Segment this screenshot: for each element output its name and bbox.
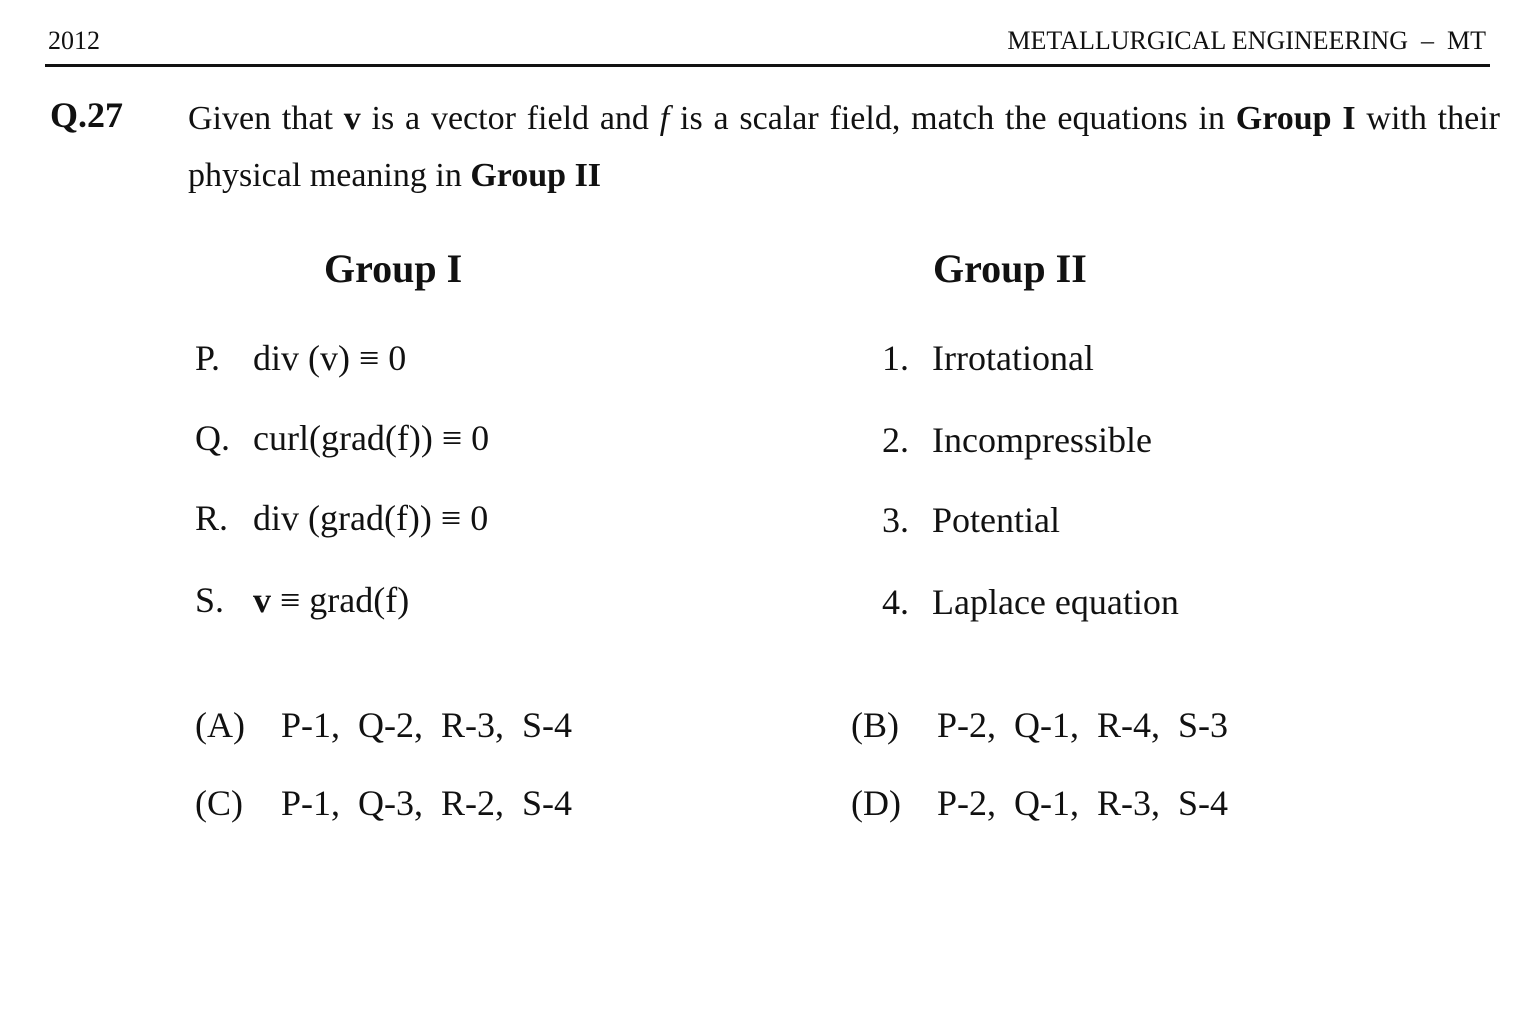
group1-item-expr: ≡ grad(f) <box>271 580 410 620</box>
group1-item-p <box>195 337 406 379</box>
group1-item-r <box>195 497 488 539</box>
group1-item-label: R. <box>195 498 229 538</box>
group2-item-2 <box>882 419 1152 461</box>
question-number: Q.27 <box>50 95 124 135</box>
stem-vector-symbol: v <box>343 100 361 137</box>
stem-scalar-symbol: f <box>659 100 670 137</box>
option-label: (D) <box>851 783 901 823</box>
group2-item-label: 1. <box>882 338 909 378</box>
option-label: (B) <box>851 705 899 745</box>
group1-item-vector-symbol: v <box>253 580 271 620</box>
group2-item-1 <box>882 337 1094 379</box>
group2-item-label: 4. <box>882 582 909 622</box>
group2-item-label: 2. <box>882 420 909 460</box>
stem-group1-ref: Group I <box>1235 100 1356 137</box>
option-b[interactable] <box>851 704 1228 746</box>
group2-item-text: Irrotational <box>932 338 1094 378</box>
option-text: P-2, Q-1, R-3, S-4 <box>937 783 1229 823</box>
group1-item-s <box>195 579 409 621</box>
stem-text-3: is a scalar field, match the equations in <box>669 100 1236 137</box>
option-c[interactable] <box>195 782 572 824</box>
group1-item-q <box>195 417 489 459</box>
group1-item-expr: div (grad(f)) ≡ 0 <box>253 498 489 538</box>
group2-item-text: Incompressible <box>932 420 1152 460</box>
option-text: P-1, Q-3, R-2, S-4 <box>281 783 573 823</box>
header-year: 2012 <box>48 26 100 55</box>
group1-item-label: P. <box>195 338 221 378</box>
group2-item-label: 3. <box>882 500 909 540</box>
group1-item-label: S. <box>195 580 225 620</box>
group2-item-text: Laplace equation <box>932 582 1179 622</box>
header-subject: METALLURGICAL ENGINEERING – MT <box>1007 26 1486 55</box>
header-divider <box>45 64 1490 67</box>
option-text: P-1, Q-2, R-3, S-4 <box>281 705 573 745</box>
group2-heading: Group II <box>933 246 1087 291</box>
option-label: (C) <box>195 783 243 823</box>
group2-item-4 <box>882 581 1179 623</box>
group2-item-text: Potential <box>932 500 1060 540</box>
option-text: P-2, Q-1, R-4, S-3 <box>937 705 1229 745</box>
question-stem <box>188 90 1500 204</box>
group2-item-3 <box>882 499 1060 541</box>
group1-item-expr: curl(grad(f)) ≡ 0 <box>253 418 490 458</box>
stem-group2-ref: Group II <box>470 157 602 194</box>
stem-text-4: with their physical meaning in <box>188 100 1500 194</box>
stem-text-1: Given that <box>188 100 344 137</box>
option-d[interactable] <box>851 782 1228 824</box>
option-label: (A) <box>195 705 245 745</box>
stem-text-2: is a vector field and <box>360 100 660 137</box>
group1-item-expr: div (v) ≡ 0 <box>253 338 407 378</box>
group1-item-label: Q. <box>195 418 230 458</box>
group1-heading: Group I <box>324 246 463 291</box>
option-a[interactable] <box>195 704 572 746</box>
